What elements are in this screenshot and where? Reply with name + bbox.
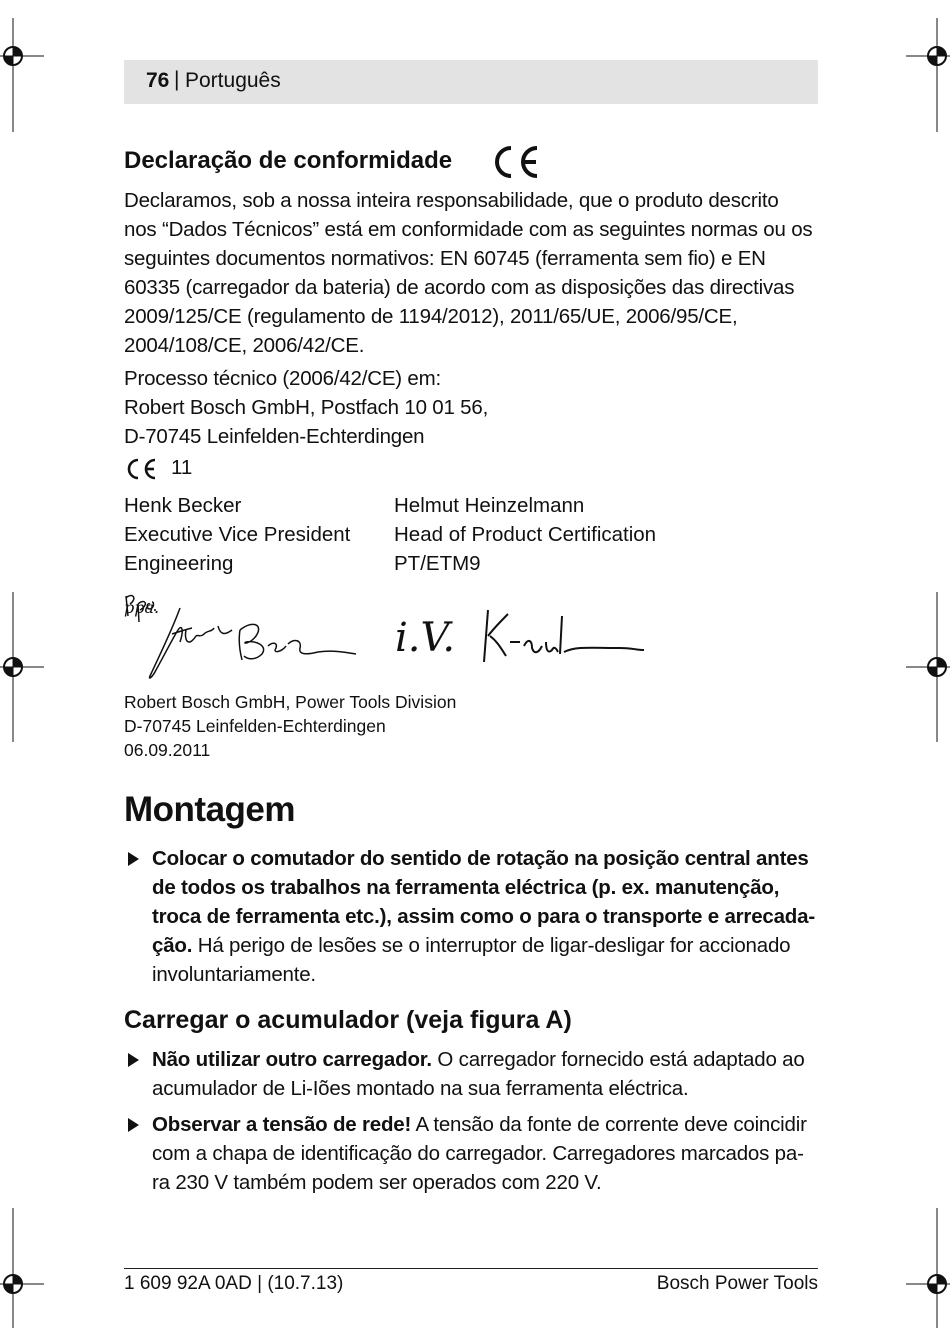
crop-mark-bottom-left	[0, 1208, 44, 1328]
signature-right-prefix: i.V.	[395, 615, 456, 661]
footer-brand: Bosch Power Tools	[656, 1273, 818, 1294]
declaration-line: 2009/125/CE (regulamento de 1194/2012), 2011/65/UE, 2006/95/CE,	[124, 305, 738, 328]
signatory-left-title: Executive Vice President	[124, 523, 351, 546]
signatory-right	[394, 491, 656, 578]
declaration-line: nos “Dados Técnicos” está em conformidade com as seguintes normas ou os	[124, 218, 813, 241]
charging-bullet-voltage	[124, 1110, 818, 1197]
signatory-right-dept: PT/ETM9	[394, 552, 481, 575]
ce-mark-icon	[490, 143, 542, 181]
bullet-bold-line: Colocar o comutador do sentido de rotação na posição central antes	[152, 847, 809, 870]
charging-title: Carregar o acumulador (veja figura A)	[124, 1006, 572, 1034]
declaration-title: Declaração de conformidade	[124, 147, 453, 174]
bullet-arrow-icon	[128, 1118, 139, 1132]
signatory-left-dept: Engineering	[124, 552, 234, 575]
footer-divider	[124, 1268, 818, 1269]
bullet-normal-text: acumulador de Li-Iões montado na sua ferramenta eléctrica.	[152, 1077, 689, 1100]
signatory-left	[124, 491, 350, 578]
technical-file-line: Robert Bosch GmbH, Postfach 10 01 56,	[124, 396, 489, 419]
company-line: D-70745 Leinfelden-Echterdingen	[124, 716, 386, 736]
signatory-left-name: Henk Becker	[124, 494, 242, 517]
crop-mark-mid-left	[0, 592, 44, 742]
footer-doc-number: 1 609 92A 0AD | (10.7.13)	[124, 1273, 344, 1294]
bullet-bold-line: ção.	[152, 934, 193, 957]
technical-file	[124, 364, 824, 451]
montagem-title: Montagem	[124, 790, 295, 829]
bullet-normal-text: A tensão da fonte de corrente deve coincidir	[411, 1113, 807, 1136]
bullet-arrow-icon	[128, 852, 139, 866]
bullet-bold-text: Observar a tensão de rede!	[152, 1113, 412, 1136]
declaration-line: seguintes documentos normativos: EN 60745 (ferramenta sem fio) e EN	[124, 247, 766, 270]
crop-mark-top-right	[906, 18, 950, 132]
charging-bullet-charger	[124, 1045, 818, 1103]
signatory-right-name: Helmut Heinzelmann	[394, 494, 585, 517]
bullet-normal-text: ra 230 V também podem ser operados com 220 V.	[152, 1171, 602, 1194]
ce-mark-small-icon	[124, 457, 158, 481]
technical-file-line: D-70745 Leinfelden-Echterdingen	[124, 425, 425, 448]
declaration-paragraph	[124, 186, 824, 360]
crop-mark-mid-right	[906, 592, 950, 742]
declaration-date: 06.09.2011	[124, 740, 211, 760]
crop-mark-top-left	[0, 18, 44, 132]
company-line: Robert Bosch GmbH, Power Tools Division	[124, 692, 457, 712]
header-separator: |	[174, 68, 180, 91]
company-address	[124, 690, 824, 762]
page-number: 76	[146, 69, 170, 92]
ce-year: 11	[171, 456, 193, 479]
bullet-normal-text: O carregador fornecido está adaptado ao	[431, 1048, 805, 1071]
declaration-line: 60335 (carregador da bateria) de acordo com as disposições das directivas	[124, 276, 795, 299]
technical-file-line: Processo técnico (2006/42/CE) em:	[124, 367, 441, 390]
signature-right	[480, 606, 650, 666]
bullet-normal-text: com a chapa de identificação do carregador. Carregadores marcados pa-	[152, 1142, 804, 1165]
declaration-line: Declaramos, sob a nossa inteira responsabilidade, que o produto descrito	[124, 189, 779, 212]
bullet-bold-line: troca de ferramenta etc.), assim como o para o transporte e arrecada-	[152, 905, 815, 928]
bullet-normal-text: Há perigo de lesões se o interruptor de ligar-desligar for accionado	[192, 934, 791, 957]
montagem-bullet	[124, 844, 818, 989]
crop-mark-bottom-right	[906, 1208, 950, 1328]
bullet-bold-line: de todos os trabalhos na ferramenta eléctrica (p. ex. manutenção,	[152, 876, 780, 899]
page-header	[124, 60, 818, 104]
bullet-bold-text: Não utilizar outro carregador.	[152, 1048, 432, 1071]
signature-left	[122, 590, 372, 682]
header-language: Português	[185, 69, 281, 92]
signatory-right-title: Head of Product Certification	[394, 523, 657, 546]
bullet-normal-text: involuntariamente.	[152, 963, 316, 986]
declaration-line: 2004/108/CE, 2006/42/CE.	[124, 334, 365, 357]
signature-left-prefix: ppa.	[124, 598, 160, 617]
bullet-arrow-icon	[128, 1053, 139, 1067]
